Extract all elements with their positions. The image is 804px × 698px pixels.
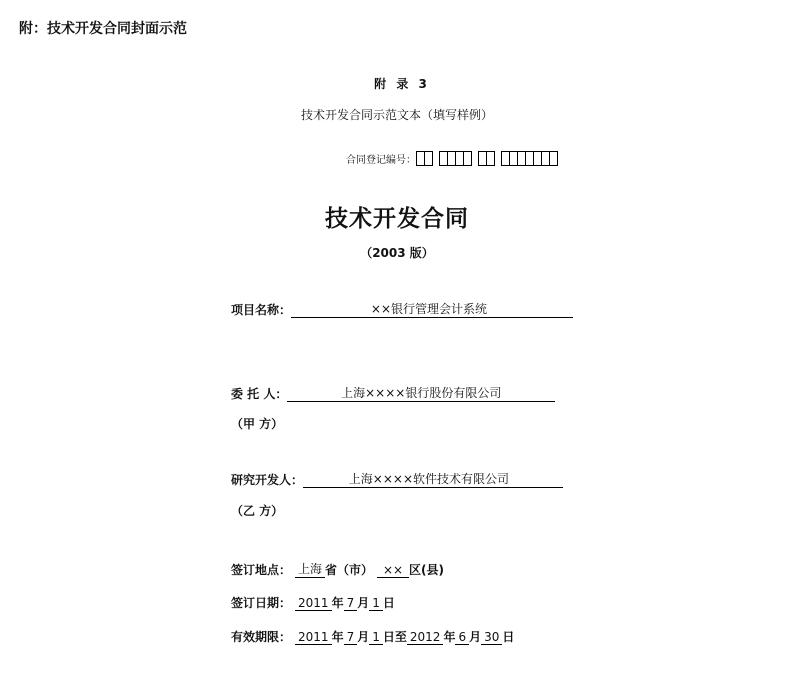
registration-box [549,151,558,166]
client-value: 上海××××银行股份有限公司 [287,384,501,402]
project-label: 项目名称： [231,303,292,317]
subtitle: 技术开发合同示范文本（填写样例） [300,108,493,122]
signing-province: 上海 [295,560,325,578]
validity-end-day: 30 [481,630,502,645]
registration-box [486,151,495,166]
validity-label: 有效期限： [231,630,292,644]
validity-end-day-unit: 日 [502,630,515,644]
registration-number [346,151,564,166]
validity-start-month-unit: 月 [357,630,370,644]
project-row [231,300,573,318]
registration-boxes-group-2 [439,151,472,166]
signing-district-suffix: 区(县) [409,563,445,577]
registration-label: 合同登记编号： [346,155,416,166]
validity-end-year-unit: 年 [443,630,456,644]
client-party: （甲 方） [231,417,284,431]
developer-underline [509,487,563,488]
signing-year: 2011 [295,596,332,611]
signing-year-unit: 年 [331,596,344,610]
signing-month-unit: 月 [357,596,370,610]
validity-start-month: 7 [344,630,358,645]
project-value: ××银行管理会计系统 [291,300,487,318]
validity-start-year: 2011 [295,630,332,645]
registration-boxes-group-3 [478,151,495,166]
edition: （2003 版） [360,246,434,260]
validity-start-day: 1 [369,630,383,645]
registration-boxes-group-4 [501,151,558,166]
appendix-label: 附 录 3 [374,77,430,91]
validity-row [231,628,514,645]
validity-end-year: 2012 [407,630,444,645]
signing-date-label: 签订日期： [231,596,292,610]
registration-boxes-group-1 [416,151,433,166]
registration-box [424,151,433,166]
developer-party: （乙 方） [231,504,284,518]
developer-label: 研究开发人： [231,473,304,487]
contract-title: 技术开发合同 [325,206,469,232]
signing-month: 7 [344,596,358,611]
client-underline [501,401,555,402]
signing-place-label: 签订地点： [231,563,292,577]
developer-value: 上海××××软件技术有限公司 [303,470,509,488]
client-row [231,384,555,402]
signing-day: 1 [369,596,383,611]
registration-box [463,151,472,166]
project-underline [487,317,573,318]
developer-row [231,470,563,488]
client-label: 委 托 人： [231,387,288,401]
signing-province-suffix: 省（市） [325,563,374,577]
validity-start-year-unit: 年 [331,630,344,644]
signing-day-unit: 日 [382,596,395,610]
signing-date-row [231,594,395,611]
validity-end-month-unit: 月 [469,630,482,644]
page-heading: 附：技术开发合同封面示范 [19,21,187,37]
validity-end-month: 6 [455,630,469,645]
validity-to: 日至 [382,630,407,644]
signing-district: ×× [377,563,409,578]
signing-place-row [231,560,444,578]
